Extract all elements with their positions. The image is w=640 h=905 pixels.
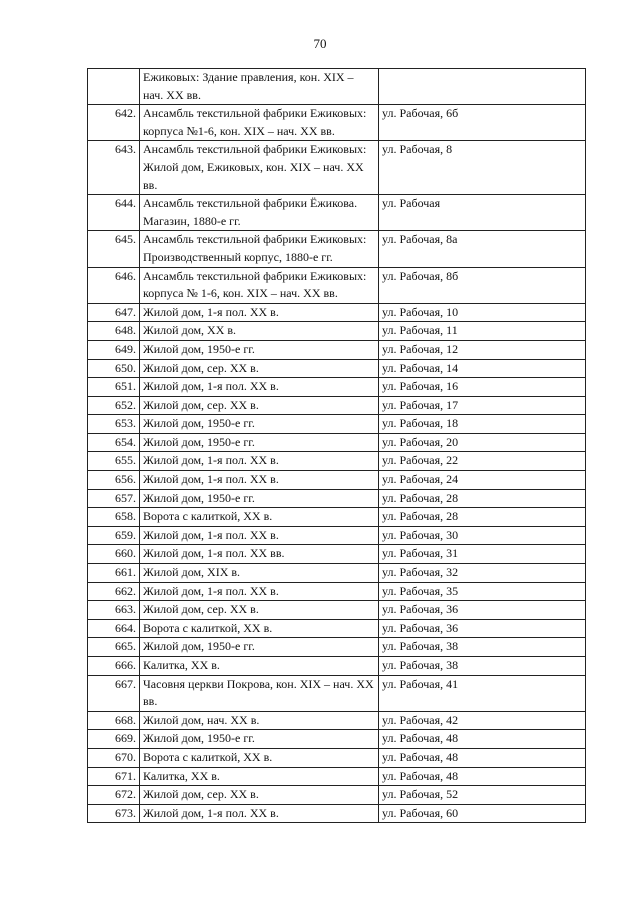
object-address: ул. Рабочая, 41 bbox=[379, 675, 586, 711]
object-name: Жилой дом, 1-я пол. XX в. bbox=[140, 452, 379, 471]
object-address: ул. Рабочая, 48 bbox=[379, 730, 586, 749]
row-number: 673. bbox=[88, 804, 140, 823]
object-address: ул. Рабочая, 6б bbox=[379, 105, 586, 141]
object-name: Жилой дом, 1950-е гг. bbox=[140, 433, 379, 452]
table-row bbox=[88, 564, 586, 583]
object-name: Жилой дом, сер. XX в. bbox=[140, 359, 379, 378]
object-name: Жилой дом, 1-я пол. XX в. bbox=[140, 471, 379, 490]
table-row bbox=[88, 638, 586, 657]
table-row bbox=[88, 303, 586, 322]
object-name: Ворота с калиткой, XX в. bbox=[140, 508, 379, 527]
table-row bbox=[88, 657, 586, 676]
row-number: 665. bbox=[88, 638, 140, 657]
row-number: 658. bbox=[88, 508, 140, 527]
row-number: 646. bbox=[88, 267, 140, 303]
row-number: 653. bbox=[88, 415, 140, 434]
object-address: ул. Рабочая, 32 bbox=[379, 564, 586, 583]
row-number: 661. bbox=[88, 564, 140, 583]
object-address: ул. Рабочая, 36 bbox=[379, 619, 586, 638]
object-name: Жилой дом, 1950-е гг. bbox=[140, 489, 379, 508]
row-number: 660. bbox=[88, 545, 140, 564]
object-name: Калитка, XX в. bbox=[140, 767, 379, 786]
object-name: Жилой дом, сер. XX в. bbox=[140, 396, 379, 415]
object-address: ул. Рабочая, 31 bbox=[379, 545, 586, 564]
table-row bbox=[88, 786, 586, 805]
row-number: 650. bbox=[88, 359, 140, 378]
row-number: 657. bbox=[88, 489, 140, 508]
row-number: 645. bbox=[88, 231, 140, 267]
object-name: Ансамбль текстильной фабрики Ежиковых: Жилой дом, Ежиковых, кон. XIX – нач. XX вв. bbox=[140, 141, 379, 195]
row-number: 670. bbox=[88, 748, 140, 767]
object-address: ул. Рабочая, 52 bbox=[379, 786, 586, 805]
row-number: 642. bbox=[88, 105, 140, 141]
table-row bbox=[88, 489, 586, 508]
object-address: ул. Рабочая, 17 bbox=[379, 396, 586, 415]
object-address: ул. Рабочая, 8а bbox=[379, 231, 586, 267]
object-address: ул. Рабочая, 38 bbox=[379, 638, 586, 657]
row-number: 662. bbox=[88, 582, 140, 601]
object-name: Жилой дом, 1950-е гг. bbox=[140, 730, 379, 749]
object-name: Жилой дом, XX в. bbox=[140, 322, 379, 341]
object-name: Ворота с калиткой, XX в. bbox=[140, 619, 379, 638]
object-name: Ежиковых: Здание правления, кон. XIX – нач. XX вв. bbox=[140, 69, 379, 105]
object-address: ул. Рабочая, 10 bbox=[379, 303, 586, 322]
object-name: Ансамбль текстильной фабрики Ежиковых: корпуса №1-6, кон. XIX – нач. XX вв. bbox=[140, 105, 379, 141]
row-number: 652. bbox=[88, 396, 140, 415]
table-row bbox=[88, 526, 586, 545]
row-number: 671. bbox=[88, 767, 140, 786]
object-name: Ансамбль текстильной фабрики Ежиковых: корпуса № 1-6, кон. XIX – нач. XX вв. bbox=[140, 267, 379, 303]
object-address: ул. Рабочая, 36 bbox=[379, 601, 586, 620]
row-number: 656. bbox=[88, 471, 140, 490]
object-address: ул. Рабочая, 35 bbox=[379, 582, 586, 601]
row-number: 672. bbox=[88, 786, 140, 805]
object-name: Ворота с калиткой, XX в. bbox=[140, 748, 379, 767]
row-number: 659. bbox=[88, 526, 140, 545]
object-address bbox=[379, 69, 586, 105]
table-row bbox=[88, 619, 586, 638]
row-number: 666. bbox=[88, 657, 140, 676]
heritage-registry-table bbox=[87, 68, 586, 823]
object-address: ул. Рабочая, 24 bbox=[379, 471, 586, 490]
table-row bbox=[88, 582, 586, 601]
object-name: Жилой дом, сер. XX в. bbox=[140, 786, 379, 805]
object-address: ул. Рабочая, 12 bbox=[379, 340, 586, 359]
row-number: 651. bbox=[88, 378, 140, 397]
row-number: 663. bbox=[88, 601, 140, 620]
object-name: Жилой дом, 1-я пол. XX в. bbox=[140, 303, 379, 322]
row-number: 647. bbox=[88, 303, 140, 322]
object-name: Жилой дом, 1-я пол. XX в. bbox=[140, 526, 379, 545]
row-number: 648. bbox=[88, 322, 140, 341]
row-number: 668. bbox=[88, 711, 140, 730]
object-name: Жилой дом, нач. XX в. bbox=[140, 711, 379, 730]
object-address: ул. Рабочая, 48 bbox=[379, 748, 586, 767]
object-address: ул. Рабочая, 14 bbox=[379, 359, 586, 378]
table-body bbox=[88, 69, 586, 823]
object-name: Жилой дом, 1-я пол. XX в. bbox=[140, 582, 379, 601]
table-row bbox=[88, 711, 586, 730]
object-name: Жилой дом, 1-я пол. XX в. bbox=[140, 804, 379, 823]
row-number: 669. bbox=[88, 730, 140, 749]
table-row bbox=[88, 359, 586, 378]
table-row bbox=[88, 545, 586, 564]
table-row bbox=[88, 396, 586, 415]
row-number: 655. bbox=[88, 452, 140, 471]
object-name: Жилой дом, 1950-е гг. bbox=[140, 340, 379, 359]
table-row bbox=[88, 231, 586, 267]
object-address: ул. Рабочая, 28 bbox=[379, 489, 586, 508]
row-number bbox=[88, 69, 140, 105]
object-name: Часовня церкви Покрова, кон. XIX – нач. XX вв. bbox=[140, 675, 379, 711]
object-address: ул. Рабочая, 30 bbox=[379, 526, 586, 545]
table-row bbox=[88, 378, 586, 397]
table-row bbox=[88, 471, 586, 490]
row-number: 649. bbox=[88, 340, 140, 359]
object-name: Жилой дом, сер. XX в. bbox=[140, 601, 379, 620]
object-name: Жилой дом, XIX в. bbox=[140, 564, 379, 583]
object-name: Жилой дом, 1950-е гг. bbox=[140, 415, 379, 434]
object-name: Ансамбль текстильной фабрики Ежиковых: Производственный корпус, 1880-е гг. bbox=[140, 231, 379, 267]
object-name: Калитка, XX в. bbox=[140, 657, 379, 676]
object-address: ул. Рабочая, 48 bbox=[379, 767, 586, 786]
object-address: ул. Рабочая, 42 bbox=[379, 711, 586, 730]
table-row bbox=[88, 415, 586, 434]
object-address: ул. Рабочая, 8б bbox=[379, 267, 586, 303]
table-row bbox=[88, 675, 586, 711]
table-row bbox=[88, 508, 586, 527]
object-address: ул. Рабочая, 8 bbox=[379, 141, 586, 195]
row-number: 654. bbox=[88, 433, 140, 452]
object-address: ул. Рабочая, 22 bbox=[379, 452, 586, 471]
object-address: ул. Рабочая, 16 bbox=[379, 378, 586, 397]
row-number: 667. bbox=[88, 675, 140, 711]
table-row bbox=[88, 322, 586, 341]
page-number: 70 bbox=[313, 36, 327, 51]
row-number: 664. bbox=[88, 619, 140, 638]
object-address: ул. Рабочая, 18 bbox=[379, 415, 586, 434]
table-row bbox=[88, 69, 586, 105]
table-row bbox=[88, 601, 586, 620]
table-row bbox=[88, 433, 586, 452]
object-name: Ансамбль текстильной фабрики Ёжикова. Магазин, 1880-е гг. bbox=[140, 195, 379, 231]
object-address: ул. Рабочая, 28 bbox=[379, 508, 586, 527]
table-row bbox=[88, 340, 586, 359]
object-name: Жилой дом, 1-я пол. XX в. bbox=[140, 378, 379, 397]
table-row bbox=[88, 767, 586, 786]
object-address: ул. Рабочая, 11 bbox=[379, 322, 586, 341]
object-address: ул. Рабочая, 60 bbox=[379, 804, 586, 823]
table-row bbox=[88, 730, 586, 749]
table-row bbox=[88, 748, 586, 767]
row-number: 644. bbox=[88, 195, 140, 231]
table-row bbox=[88, 105, 586, 141]
row-number: 643. bbox=[88, 141, 140, 195]
object-name: Жилой дом, 1-я пол. XX вв. bbox=[140, 545, 379, 564]
table-row bbox=[88, 452, 586, 471]
object-address: ул. Рабочая bbox=[379, 195, 586, 231]
object-address: ул. Рабочая, 38 bbox=[379, 657, 586, 676]
object-address: ул. Рабочая, 20 bbox=[379, 433, 586, 452]
table-row bbox=[88, 267, 586, 303]
table-row bbox=[88, 804, 586, 823]
table-row bbox=[88, 195, 586, 231]
table-row bbox=[88, 141, 586, 195]
object-name: Жилой дом, 1950-е гг. bbox=[140, 638, 379, 657]
